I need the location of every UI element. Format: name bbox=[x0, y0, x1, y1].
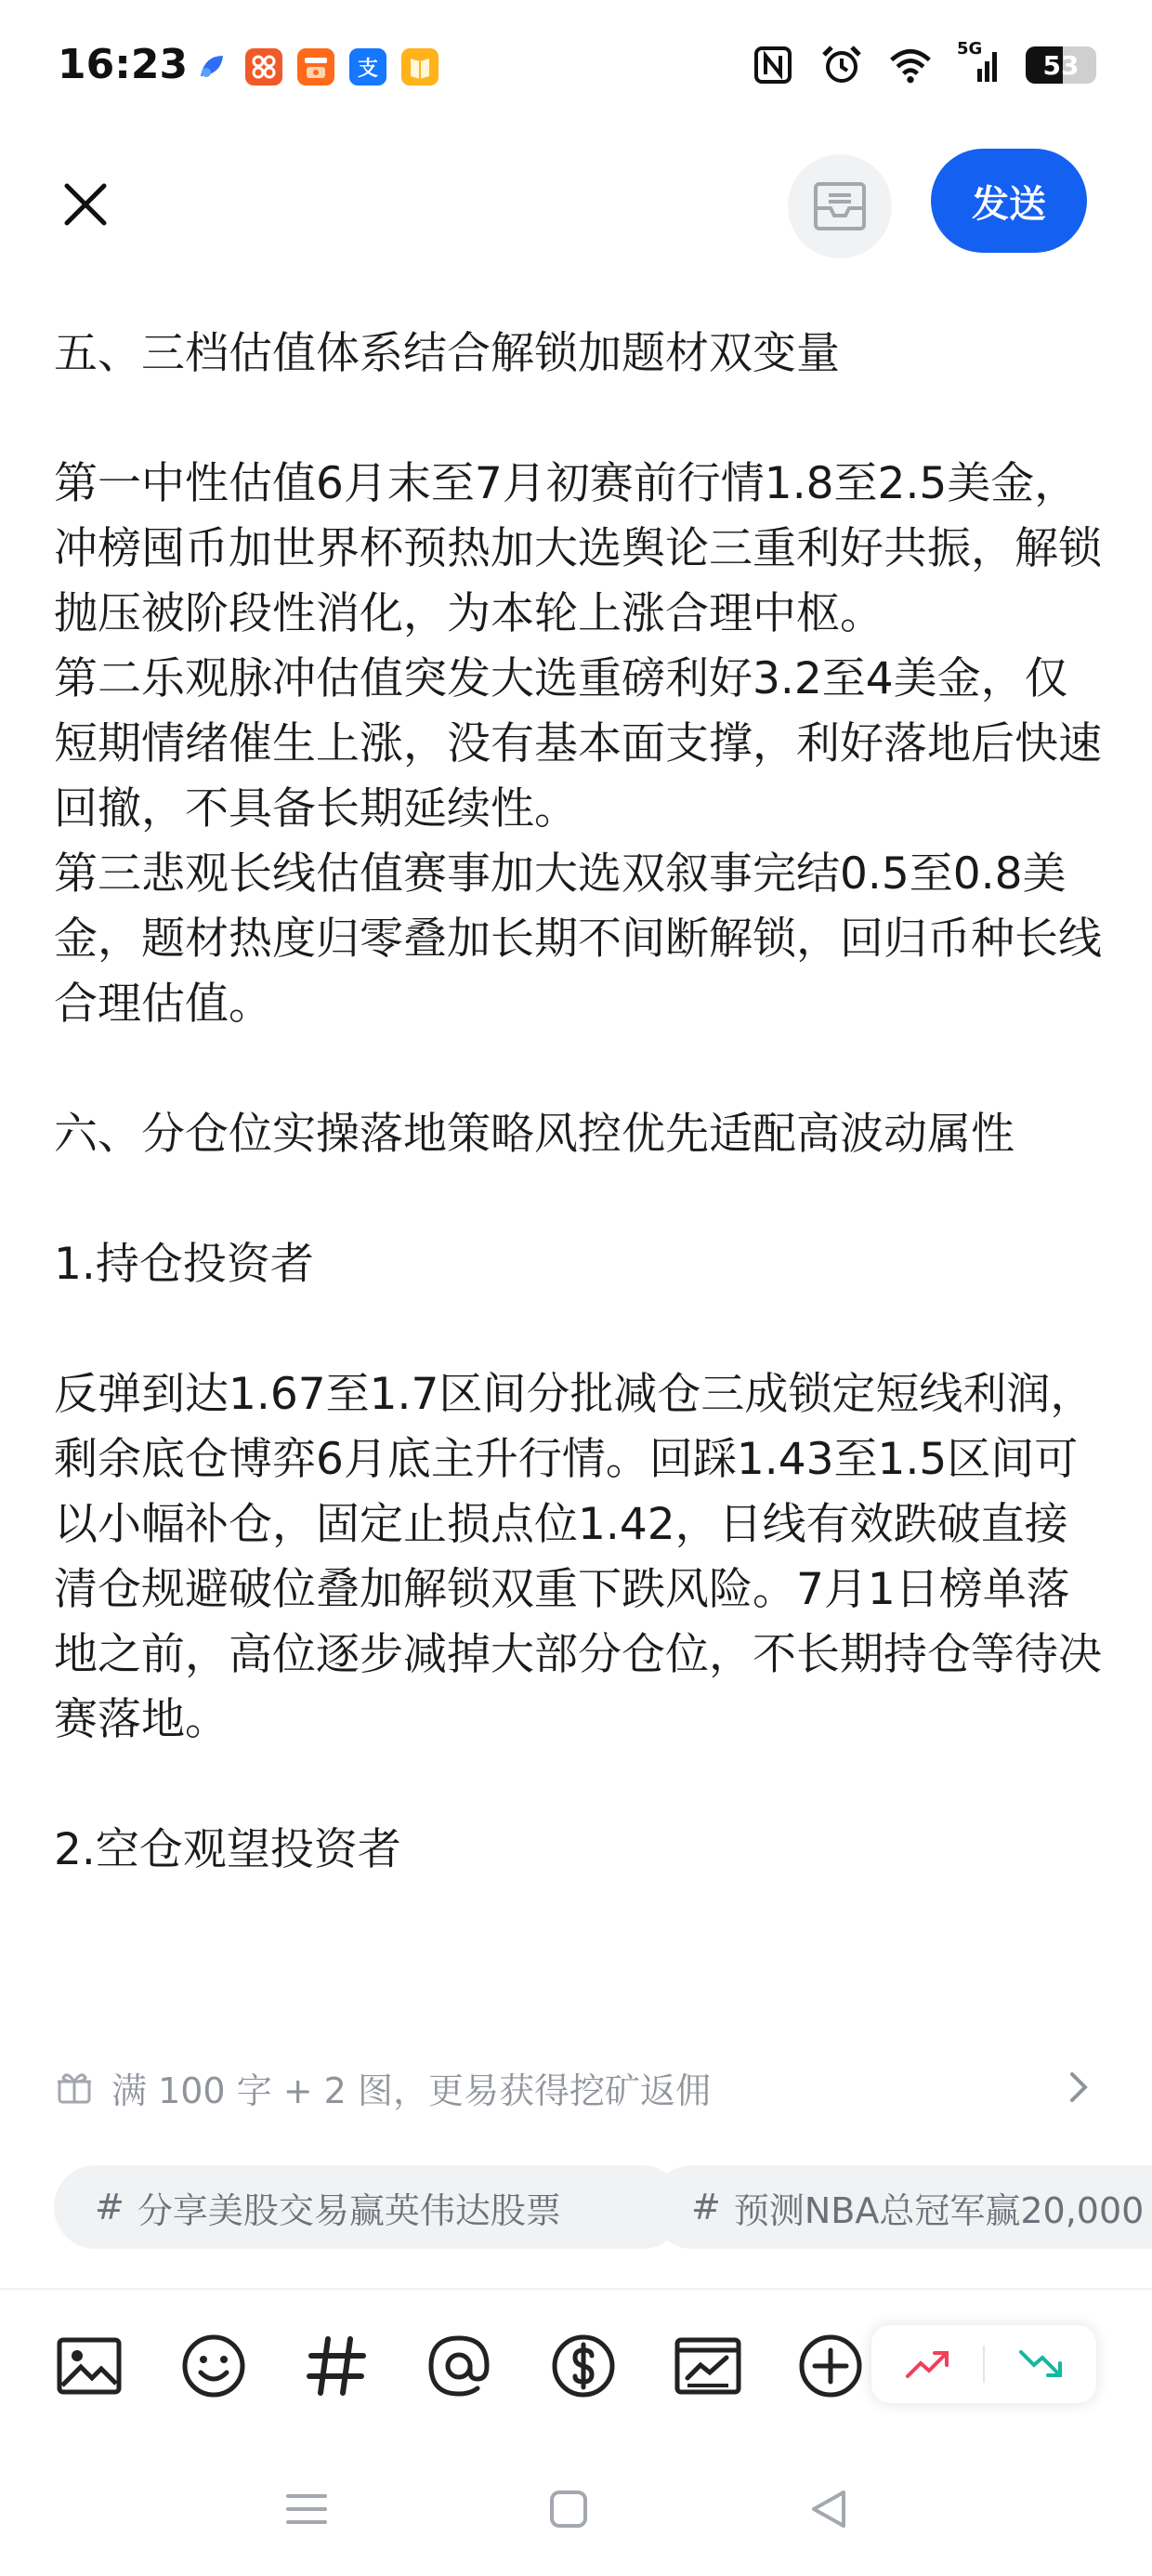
compose-toolbar bbox=[0, 2308, 1152, 2420]
chart-card-icon bbox=[674, 2337, 741, 2395]
sentiment-selector bbox=[871, 2325, 1096, 2403]
bearish-button[interactable] bbox=[985, 2325, 1096, 2403]
back-nav-button[interactable] bbox=[801, 2481, 857, 2537]
status-bar bbox=[0, 0, 1152, 139]
trend-up-icon bbox=[905, 2348, 949, 2380]
orange-grid-app-icon bbox=[245, 48, 282, 85]
home-nav-button[interactable] bbox=[541, 2481, 596, 2537]
drafts-button[interactable] bbox=[788, 154, 892, 258]
tag-label: 分享美股交易赢英伟达股票 bbox=[137, 2189, 561, 2231]
topic-tag-chip[interactable] bbox=[54, 2165, 684, 2249]
hashtag-icon bbox=[304, 2333, 369, 2399]
body-paragraph: 反弹到达1.67至1.7区间分批减仓三成锁定短线利润，剩余底仓博弈6月底主升行情。回踩1.43至1.5区间可以小幅补仓，固定止损点位1.42，日线有效跌破直接清仓规避破位叠加解锁双重下跌风险。7月1日榜单落地之前，高位逐步减掉大部分仓位，不长期持仓等待决赛落地。 bbox=[54, 1369, 1102, 1745]
tip-text: 满 100 字 + 2 图，更易获得挖矿返佣 bbox=[111, 2070, 711, 2111]
tag-hash: # bbox=[691, 2187, 721, 2228]
toolbar-divider bbox=[0, 2288, 1152, 2290]
signal-5g-icon bbox=[957, 39, 1001, 87]
blank-line bbox=[54, 1037, 1104, 1102]
tag-label: 预测NBA总冠军赢20,000 bbox=[733, 2189, 1145, 2231]
yellow-book-app-icon bbox=[401, 48, 439, 85]
wifi-icon bbox=[888, 43, 933, 87]
nfc-icon bbox=[751, 43, 795, 87]
chart-card-button[interactable] bbox=[673, 2331, 743, 2401]
more-button[interactable] bbox=[795, 2331, 866, 2401]
taobao-app-icon bbox=[297, 48, 334, 85]
alarm-icon bbox=[819, 43, 864, 87]
body-paragraph: 六、分仓位实操落地策略风控优先适配高波动属性 bbox=[54, 1109, 1015, 1160]
close-icon bbox=[61, 180, 110, 229]
network-type: 5G bbox=[957, 39, 983, 59]
inbox-tray-icon bbox=[812, 180, 868, 232]
send-button[interactable]: 发送 bbox=[931, 149, 1087, 253]
post-body-editor[interactable] bbox=[54, 322, 1104, 1883]
status-time: 16:23 bbox=[58, 41, 189, 88]
hashtag-button[interactable] bbox=[301, 2331, 372, 2401]
emoji-icon bbox=[181, 2333, 246, 2399]
home-square-icon bbox=[548, 2489, 589, 2530]
emoji-button[interactable] bbox=[178, 2331, 249, 2401]
blank-line bbox=[54, 1297, 1104, 1362]
mention-icon bbox=[425, 2333, 492, 2399]
compose-header bbox=[0, 139, 1152, 269]
image-icon bbox=[57, 2337, 122, 2395]
system-status-icons bbox=[751, 39, 1096, 87]
topic-tags bbox=[54, 2165, 1152, 2251]
tag-hash: # bbox=[95, 2187, 124, 2228]
battery-level: 53 bbox=[1042, 50, 1080, 81]
blue-shield-app-icon bbox=[193, 48, 230, 85]
back-triangle-icon bbox=[808, 2489, 849, 2530]
close-button[interactable] bbox=[52, 171, 119, 238]
gift-icon bbox=[54, 2067, 95, 2108]
bullish-button[interactable] bbox=[871, 2325, 983, 2403]
coin-tag-button[interactable] bbox=[548, 2331, 619, 2401]
trend-down-icon bbox=[1018, 2348, 1063, 2380]
blank-line bbox=[54, 1167, 1104, 1232]
body-paragraph: 五、三档估值体系结合解锁加题材双变量 bbox=[54, 328, 840, 379]
battery-icon bbox=[1026, 46, 1096, 84]
body-paragraph: 第三悲观长线估值赛事加大选双叙事完结0.5至0.8美金，题材热度归零叠加长期不间断解锁，回归币种长线合理估值。 bbox=[54, 848, 1102, 1030]
body-paragraph: 1.持仓投资者 bbox=[54, 1239, 314, 1290]
blank-line bbox=[54, 1753, 1104, 1818]
add-circle-icon bbox=[798, 2333, 863, 2399]
dollar-icon bbox=[551, 2333, 616, 2399]
chevron-right-icon[interactable] bbox=[1057, 2067, 1098, 2108]
notification-app-icons bbox=[193, 48, 439, 85]
insert-image-button[interactable] bbox=[54, 2331, 124, 2401]
system-nav-bar bbox=[0, 2463, 1152, 2556]
mention-button[interactable] bbox=[424, 2331, 494, 2401]
body-paragraph: 第二乐观脉冲估值突发大选重磅利好3.2至4美金，仅短期情绪催生上涨，没有基本面支撑，利好落地后快速回撤，不具备长期延续性。 bbox=[54, 653, 1102, 835]
menu-nav-button[interactable] bbox=[279, 2481, 334, 2537]
body-paragraph: 第一中性估值6月末至7月初赛前行情1.8至2.5美金，冲榜囤币加世界杯预热加大选舆论三重利好共振，解锁抛压被阶段性消化，为本轮上涨合理中枢。 bbox=[54, 458, 1102, 639]
mining-reward-tip[interactable] bbox=[54, 2054, 1098, 2121]
alipay-app-icon: 支 bbox=[349, 48, 386, 85]
body-paragraph: 2.空仓观望投资者 bbox=[54, 1824, 401, 1875]
topic-tag-chip[interactable] bbox=[650, 2165, 1152, 2249]
menu-icon bbox=[284, 2491, 329, 2528]
blank-line bbox=[54, 387, 1104, 452]
